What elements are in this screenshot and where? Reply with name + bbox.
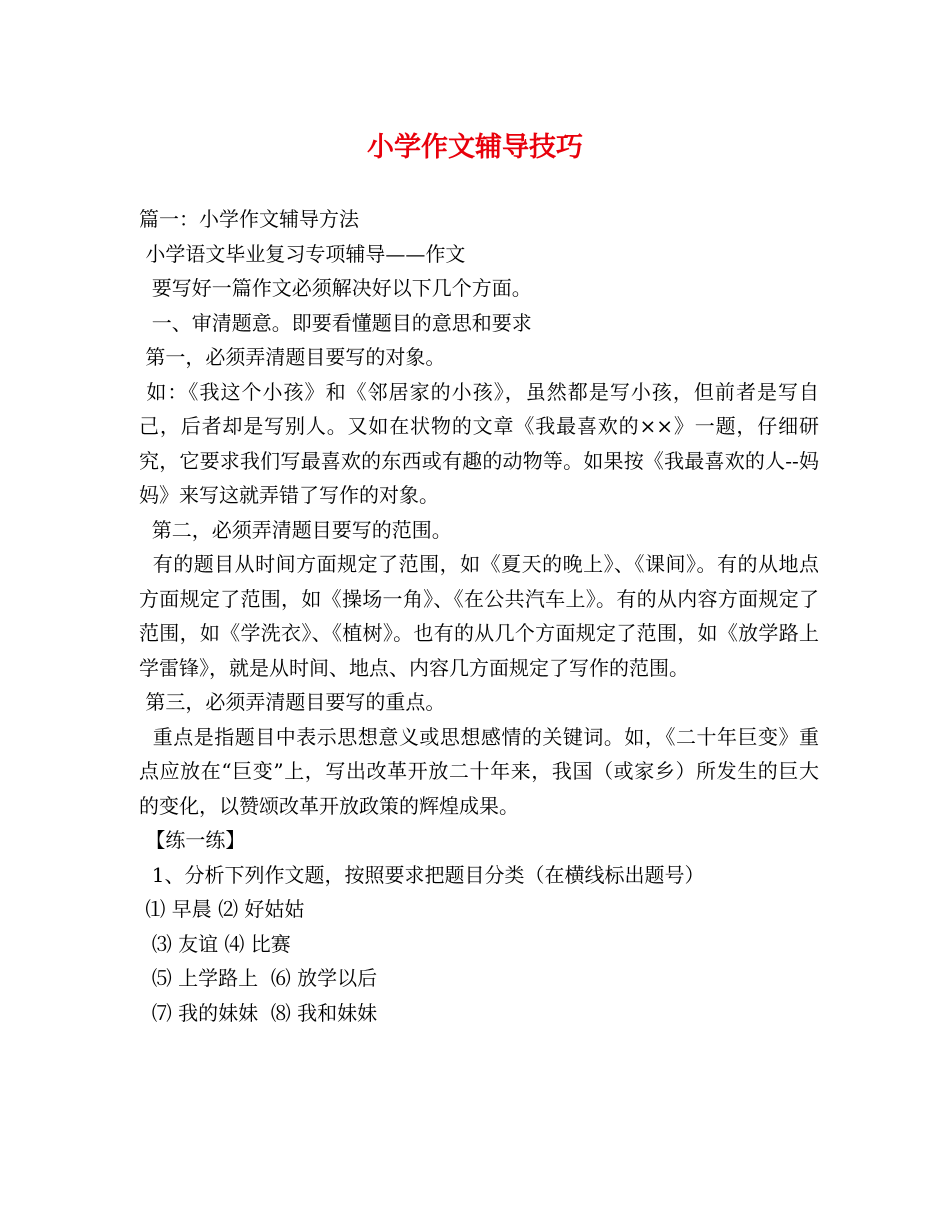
paragraph: ⑴ 早晨 ⑵ 好姑姑 [139,897,305,921]
paragraph: 要写好一篇作文必须解决好以下几个方面。 [139,276,532,300]
paragraph: ⑸ 上学路上 ⑹ 放学以后 [139,966,378,990]
paragraph: 小学语文毕业复习专项辅导——作文 [139,241,466,266]
paragraph: 篇一：小学作文辅导方法 [139,207,359,231]
paragraph: 【练一练】 [139,828,246,852]
paragraph: 1、分析下列作文题，按照要求把题目分类（在横线标出题号） [139,862,705,887]
paragraph: 第一，必须弄清题目要写的对象。 [139,345,446,369]
document-title: 小学作文辅导技巧 [367,132,583,163]
paragraph: 重点是指题目中表示思想意义或思想感情的关键词。如，《二十年巨变》重点应放在“巨变”上，写出改革开放二十年来，我国（或家乡）所发生的巨大的变化，以赞颂改革开放政策的辉煌成果。 [139,724,819,818]
paragraph: 有的题目从时间方面规定了范围，如《夏天的晚上》、《课间》。有的从地点方面规定了范围，如《操场一角》、《在公共汽车上》。有的从内容方面规定了范围，如《学洗衣》、《植树》。也有的从几个方面规定了范围，如《放学路上学雷锋》，就是从时间、地点、内容几方面规定了写作的范围。 [139,552,819,680]
paragraph: ⑺ 我的妹妹 ⑻ 我和妹妹 [139,1000,378,1025]
paragraph: 第二，必须弄清题目要写的范围。 [139,517,452,542]
paragraph: 一、审清题意。即要看懂题目的意思和要求 [139,310,532,335]
paragraph: 如：《我这个小孩》和《邻居家的小孩》，虽然都是写小孩，但前者是写自己，后者却是写别人。又如在状物的文章《我最喜欢的××》一题，仔细研究，它要求我们写最喜欢的东西或有趣的动物等。如果按《我最喜欢的人--妈妈》来写这就弄错了写作的对象。 [139,379,820,507]
paragraph: ⑶ 友谊 ⑷ 比赛 [139,931,291,956]
paragraph: 第三，必须弄清题目要写的重点。 [139,690,446,714]
document-body [139,202,819,1030]
